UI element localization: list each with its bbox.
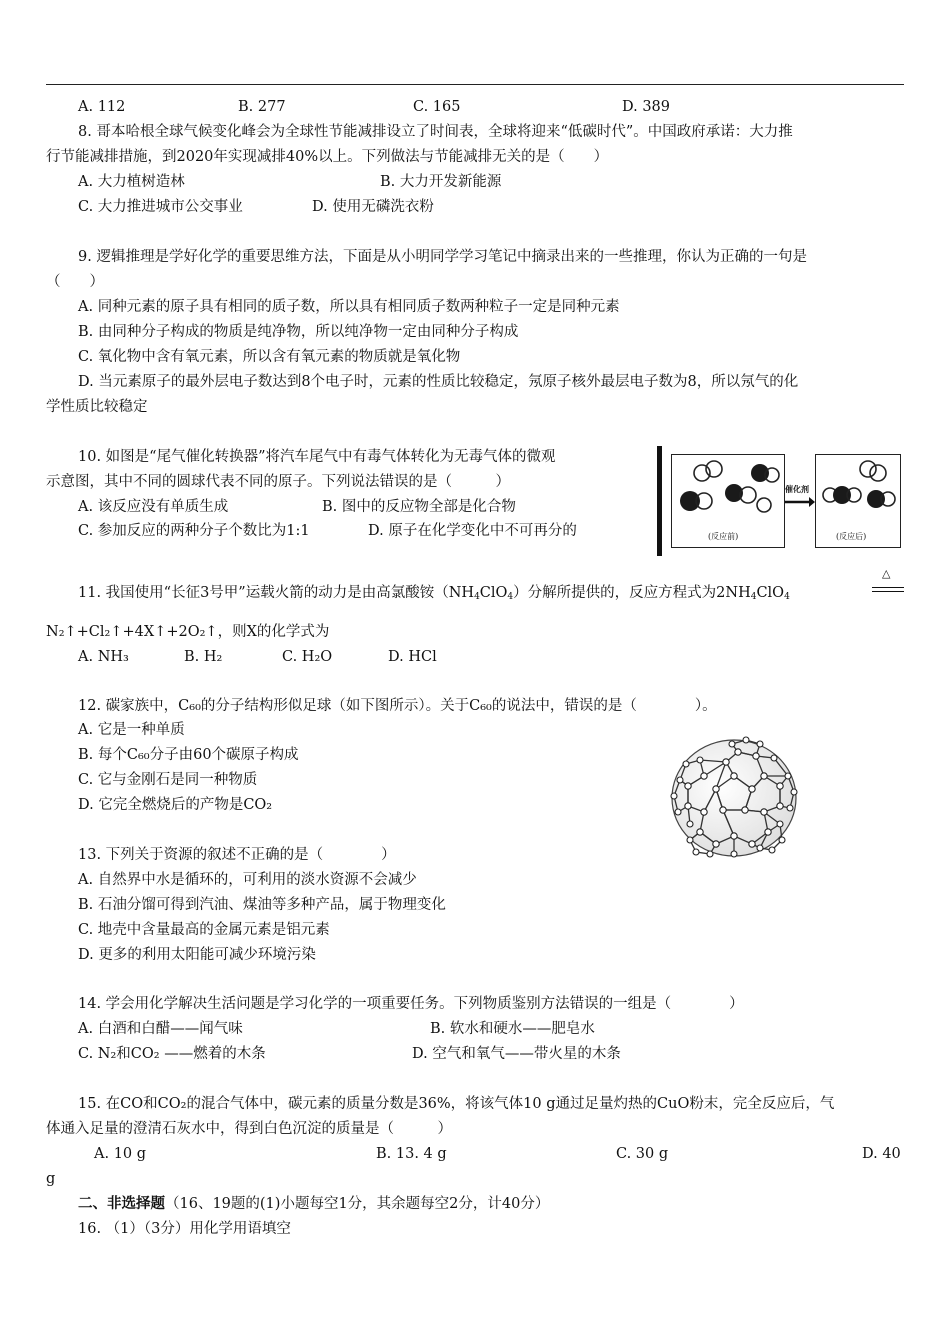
q7-option-a: A. 112 xyxy=(78,99,126,115)
q15-option-d-unit: g xyxy=(46,1171,56,1187)
diagram-left-bar xyxy=(657,446,662,556)
q11-option-d: D. HCl xyxy=(388,649,437,665)
q13-stem: 13. 下列关于资源的叙述不正确的是（ ） xyxy=(78,847,396,863)
q9-option-a: A. 同种元素的原子具有相同的质子数，所以具有相同质子数两种粒子一定是同种元素 xyxy=(78,299,620,315)
q10-option-a: A. 该反应没有单质生成 xyxy=(78,499,229,515)
q8-option-c: C. 大力推进城市公交事业 xyxy=(78,199,243,215)
before-molecules-svg xyxy=(672,455,784,525)
q14-option-c: C. N₂和CO₂ ——燃着的木条 xyxy=(78,1046,266,1062)
q9-option-b: B. 由同种分子构成的物质是纯净物，所以纯净物一定由同种分子构成 xyxy=(78,324,519,340)
q14-option-b: B. 软水和硬水——肥皂水 xyxy=(430,1021,595,1037)
q13-option-c: C. 地壳中含量最高的金属元素是铝元素 xyxy=(78,922,330,938)
q12-option-c: C. 它与金刚石是同一种物质 xyxy=(78,772,258,788)
q8-stem-line2: 行节能减排措施，到2020年实现减排40%以上。下列做法与节能减排无关的是（ ） xyxy=(46,149,609,165)
q8-option-a: A. 大力植树造林 xyxy=(78,174,185,190)
q12-stem: 12. 碳家族中，C₆₀的分子结构形似足球（如下图所示）。关于C₆₀的说法中，错误的是（ ）。 xyxy=(78,698,717,714)
heat-triangle-icon: △ xyxy=(882,567,891,580)
q9-stem-line2: （ ） xyxy=(46,274,104,290)
section-heading xyxy=(78,1194,549,1214)
q9-stem-line1: 9. 逻辑推理是学好化学的重要思维方法，下面是从小明同学学习笔记中摘录出来的一些推理，你认为正确的一句是 xyxy=(78,249,807,265)
q10-option-c: C. 参加反应的两种分子个数比为1:1 xyxy=(78,523,310,539)
q13-option-a: A. 自然界中水是循环的，可利用的淡水资源不会减少 xyxy=(78,872,417,888)
q14-option-a: A. 白酒和白醋——闻气味 xyxy=(78,1021,243,1037)
before-label: (反应前) xyxy=(708,532,739,541)
after-box xyxy=(815,454,901,548)
after-molecules-svg xyxy=(816,455,900,525)
q10-stem-line1: 10. 如图是“尾气催化转换器”将汽车尾气中有毒气体转化为无毒气体的微观 xyxy=(78,449,556,465)
q15-option-d: D. 40 xyxy=(862,1146,901,1162)
c60-molecule-figure xyxy=(668,736,800,860)
c60-molecule-icon xyxy=(668,736,800,860)
q9-option-d-line2: 学性质比较稳定 xyxy=(46,399,148,415)
q12-option-a: A. 它是一种单质 xyxy=(78,722,185,738)
section-note: （16、19题的(1)小题每空1分，其余题每空2分，计40分） xyxy=(165,1196,550,1212)
q11-stem-line2: N₂↑+Cl₂↑+4X↑+2O₂↑，则X的化学式为 xyxy=(46,624,330,640)
q14-stem: 14. 学会用化学解决生活问题是学习化学的一项重要任务。下列物质鉴别方法错误的一组是（ ） xyxy=(78,996,744,1012)
catalyst-label: 催化剂 xyxy=(785,484,809,494)
q7-option-c: C. 165 xyxy=(413,99,461,115)
q15-option-b: B. 13. 4 g xyxy=(376,1146,447,1162)
q11-stem-line1: 11. 我国使用“长征3号甲”运载火箭的动力是由高氯酸铵$(NH_4ClO_4)$分解所提供的，反应方程式为$2NH_4ClO_4$ xyxy=(78,585,790,602)
q13-option-d: D. 更多的利用太阳能可减少环境污染 xyxy=(78,947,316,963)
section-title: 二、非选择题 xyxy=(78,1195,165,1212)
q12-option-b: B. 每个C₆₀分子由60个碳原子构成 xyxy=(78,747,299,763)
q15-stem-line1: 15. 在CO和CO₂的混合气体中，碳元素的质量分数是36%，将该气体10 g通过足量灼热的CuO粉末，完全反应后，气 xyxy=(78,1096,835,1112)
q14-option-d: D. 空气和氧气——带火星的木条 xyxy=(412,1046,621,1062)
q8-stem-line1: 8. 哥本哈根全球气候变化峰会为全球性节能减排设立了时间表，全球将迎来“低碳时代”。中国政府承诺：大力推 xyxy=(78,124,793,140)
q8-option-b: B. 大力开发新能源 xyxy=(380,174,502,190)
q11-option-a: A. NH₃ xyxy=(78,649,129,665)
q10-option-d: D. 原子在化学变化中不可再分的 xyxy=(368,523,577,539)
after-label: (反应后) xyxy=(836,532,867,541)
q16-stem: 16. （1）（3分）用化学用语填空 xyxy=(78,1221,291,1237)
reaction-diagram xyxy=(657,446,903,556)
q9-option-d-line1: D. 当元素原子的最外层电子数达到8个电子时，元素的性质比较稳定，氖原子核外最层电子数为8，所以氖气的化 xyxy=(78,374,799,390)
q11-option-c: C. H₂O xyxy=(282,649,333,665)
q12-option-d: D. 它完全燃烧后的产物是CO₂ xyxy=(78,797,273,813)
before-box xyxy=(671,454,785,548)
top-rule xyxy=(46,84,904,85)
equation-arrow xyxy=(872,568,904,598)
q10-option-b: B. 图中的反应物全部是化合物 xyxy=(322,499,516,515)
q13-option-b: B. 石油分馏可得到汽油、煤油等多种产品，属于物理变化 xyxy=(78,897,446,913)
q15-option-a: A. 10 g xyxy=(94,1146,147,1162)
q9-option-c: C. 氧化物中含有氧元素，所以含有氧元素的物质就是氧化物 xyxy=(78,349,461,365)
q10-stem-line2: 示意图，其中不同的圆球代表不同的原子。下列说法错误的是（ ） xyxy=(46,474,510,490)
q7-option-b: B. 277 xyxy=(238,99,286,115)
q15-stem-line2: 体通入足量的澄清石灰水中，得到白色沉淀的质量是（ ） xyxy=(46,1121,452,1137)
q8-option-d: D. 使用无磷洗衣粉 xyxy=(312,199,434,215)
q7-option-d: D. 389 xyxy=(622,99,671,115)
reaction-arrow xyxy=(785,500,815,504)
q15-option-c: C. 30 g xyxy=(616,1146,669,1162)
q11-option-b: B. H₂ xyxy=(184,649,223,665)
